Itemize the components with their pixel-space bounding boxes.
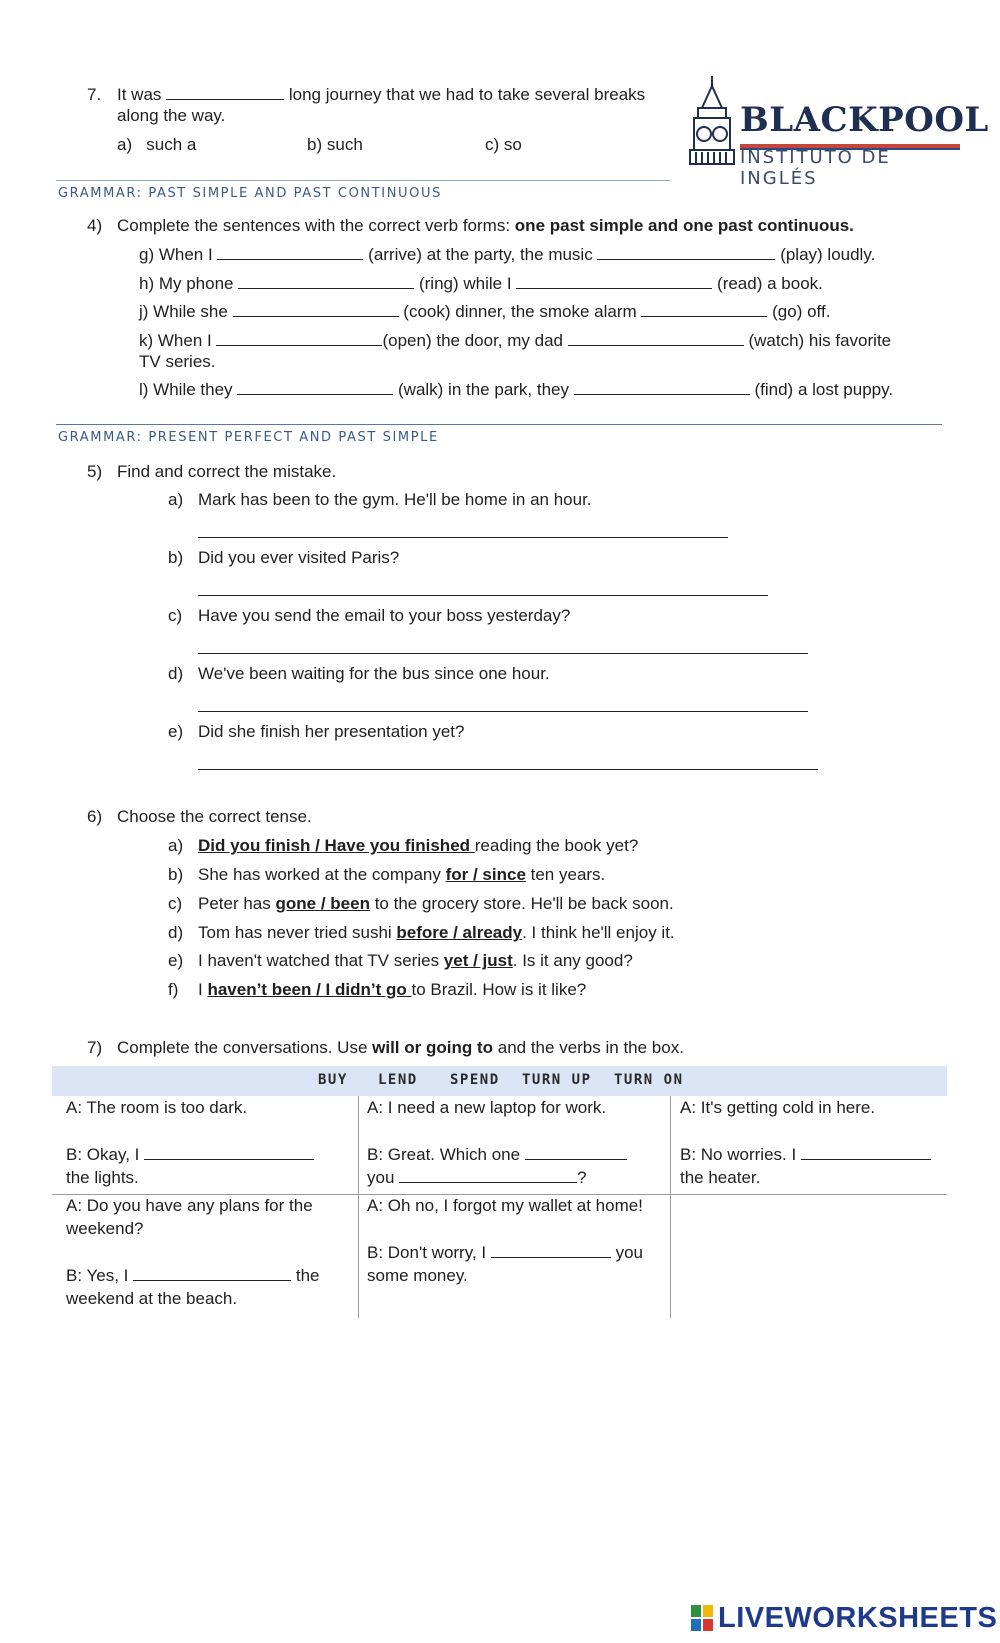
- table-col-divider-1: [358, 1096, 359, 1318]
- q6-number: 6): [87, 807, 103, 826]
- table-col-divider-2: [670, 1096, 671, 1318]
- q5-number: 5): [87, 462, 103, 481]
- blank-input[interactable]: [574, 380, 750, 395]
- q7-top-blank[interactable]: [166, 85, 284, 100]
- item-text: I: [198, 980, 208, 999]
- q4-instruction-bold: one past simple and one past continuous.: [514, 216, 854, 235]
- q5-answer-line-b[interactable]: [198, 595, 768, 596]
- q7-instruction-bold: will or going to: [372, 1038, 494, 1057]
- conversation-line: A: Oh no, I forgot my wallet at home!: [367, 1196, 643, 1215]
- option-label: b): [307, 135, 323, 154]
- conversation-line: [367, 1166, 627, 1189]
- q6-item-b: [198, 865, 605, 885]
- q6-label-c: c): [168, 894, 183, 913]
- blank-input[interactable]: [491, 1243, 611, 1258]
- item-text: Peter has: [198, 894, 276, 913]
- blank-input[interactable]: [516, 274, 712, 289]
- cell-text: B: Great. Which one: [367, 1145, 521, 1164]
- blank-input[interactable]: [801, 1145, 931, 1160]
- choice-option[interactable]: for / since: [445, 865, 526, 884]
- section1-heading: GRAMMAR: PAST SIMPLE AND PAST CONTINUOUS: [58, 186, 442, 201]
- item-text: (find) a lost puppy.: [754, 380, 894, 399]
- blank-input[interactable]: [133, 1266, 291, 1281]
- clock-tower-icon: [684, 74, 740, 170]
- conversation-line: A: It's getting cold in here.: [680, 1098, 876, 1117]
- conversation-line: [66, 1264, 320, 1287]
- choice-option[interactable]: haven’t been / I didn’t go: [207, 980, 412, 999]
- item-text: (arrive) at the party, the music: [368, 245, 593, 264]
- q5-label-b: b): [168, 548, 184, 567]
- item-text: to Brazil. How is it like?: [411, 980, 587, 999]
- cell-text: B: Okay, I: [66, 1145, 140, 1164]
- logo-subtitle: INSTITUTO DE INGLÉS: [740, 147, 891, 189]
- blank-input[interactable]: [399, 1168, 577, 1183]
- q7-number: 7): [87, 1038, 103, 1057]
- cell-text: B: Yes, I: [66, 1266, 129, 1285]
- option-text: such: [326, 135, 363, 154]
- q6-item-e: [198, 951, 633, 971]
- blank-input[interactable]: [568, 331, 744, 346]
- blank-input[interactable]: [641, 302, 767, 317]
- q7-instruction-end: and the verbs in the box.: [497, 1038, 684, 1057]
- q4-item-h: [139, 274, 823, 294]
- blank-input[interactable]: [238, 274, 414, 289]
- blank-input[interactable]: [233, 302, 399, 317]
- item-text: . Is it any good?: [512, 951, 633, 970]
- item-text: (ring) while I: [418, 274, 512, 293]
- conversation-3: [680, 1096, 931, 1189]
- blank-input[interactable]: [144, 1145, 314, 1160]
- conversation-line: weekend?: [66, 1219, 144, 1238]
- q5-answer-line-e[interactable]: [198, 769, 818, 770]
- item-text: to the grocery store. He'll be back soon.: [369, 894, 674, 913]
- section2-heading: GRAMMAR: PRESENT PERFECT AND PAST SIMPLE: [58, 430, 439, 445]
- option-text: so: [503, 135, 522, 154]
- verb-turn-on: TURN ON: [614, 1072, 684, 1088]
- item-text: . I think he'll enjoy it.: [522, 923, 675, 942]
- item-text: She has worked at the company: [198, 865, 446, 884]
- conversation-line: some money.: [367, 1266, 468, 1285]
- q6-label-d: d): [168, 923, 184, 942]
- conversation-5: [367, 1194, 643, 1287]
- cell-text: B: Don't worry, I: [367, 1243, 487, 1262]
- q7-top-line1: [117, 85, 645, 105]
- q7-top-option-c[interactable]: [485, 135, 522, 155]
- q6-item-d: [198, 923, 675, 943]
- q5-label-e: e): [168, 722, 184, 741]
- q7-top-line2: along the way.: [117, 106, 226, 125]
- q6-label-a: a): [168, 836, 184, 855]
- conversation-2: [367, 1096, 627, 1189]
- q4-item-j: [139, 302, 830, 322]
- conversation-line: the heater.: [680, 1168, 761, 1187]
- q7-top-number: 7.: [87, 85, 102, 104]
- q6-instruction: Choose the correct tense.: [117, 807, 312, 826]
- item-text: h) My phone: [139, 274, 234, 293]
- q5-text-b: Did you ever visited Paris?: [198, 548, 400, 567]
- q4-item-k: [139, 331, 891, 351]
- option-text: such a: [146, 135, 197, 154]
- conversation-line: A: The room is too dark.: [66, 1098, 248, 1117]
- liveworksheets-footer[interactable]: [690, 1600, 998, 1636]
- item-text: ten years.: [525, 865, 606, 884]
- q5-answer-line-d[interactable]: [198, 711, 808, 712]
- logo-title: BLACKPOOL: [740, 100, 989, 140]
- liveworksheets-logo-icon: [690, 1604, 716, 1632]
- choice-option[interactable]: Did you finish / Have you finished: [198, 836, 475, 855]
- blank-input[interactable]: [237, 380, 393, 395]
- q4-instruction-text: Complete the sentences with the correct verb forms:: [117, 216, 511, 235]
- q4-instruction: [117, 216, 854, 236]
- q6-label-b: b): [168, 865, 184, 884]
- item-text: (go) off.: [772, 302, 831, 321]
- q6-item-c: [198, 894, 674, 914]
- cell-text: ?: [577, 1168, 587, 1187]
- q4-number: 4): [87, 216, 103, 235]
- q5-instruction: Find and correct the mistake.: [117, 462, 337, 481]
- q5-label-a: a): [168, 490, 184, 509]
- q7-instruction: [117, 1038, 684, 1058]
- q4-item-g: [139, 245, 875, 265]
- q5-answer-line-a[interactable]: [198, 537, 728, 538]
- cell-text: B: No worries. I: [680, 1145, 797, 1164]
- conversation-line: [367, 1143, 627, 1166]
- q7-top-after: long journey that we had to take several breaks: [288, 85, 646, 104]
- verb-turn-up: TURN UP: [522, 1072, 592, 1088]
- item-text: (watch) his favorite: [748, 331, 892, 350]
- q6-label-f: f): [168, 980, 179, 999]
- q7-top-option-b[interactable]: [307, 135, 363, 155]
- item-text: k) When I: [139, 331, 212, 350]
- item-text: (read) a book.: [717, 274, 823, 293]
- item-text: Tom has never tried sushi: [198, 923, 397, 942]
- blackpool-logo: [684, 72, 989, 189]
- divider-2: [56, 424, 942, 425]
- q4-item-l: [139, 380, 893, 400]
- q5-label-c: c): [168, 606, 183, 625]
- blank-input[interactable]: [217, 245, 363, 260]
- verb-lend: LEND: [378, 1072, 418, 1088]
- blank-input[interactable]: [597, 245, 775, 260]
- q7-top-option-a[interactable]: [117, 135, 196, 155]
- blank-input[interactable]: [216, 331, 382, 346]
- item-text: j) While she: [139, 302, 228, 321]
- item-text: reading the book yet?: [474, 836, 639, 855]
- conversation-line: [66, 1143, 314, 1166]
- option-label: c): [485, 135, 500, 154]
- q7-top-before: It was: [117, 85, 162, 104]
- q5-text-d: We've been waiting for the bus since one hour.: [198, 664, 550, 683]
- choice-option[interactable]: before / already: [396, 923, 523, 942]
- item-text: (walk) in the park, they: [398, 380, 570, 399]
- q5-text-c: Have you send the email to your boss yesterday?: [198, 606, 571, 625]
- liveworksheets-brand: LIVEWORKSHEETS: [718, 1602, 998, 1634]
- q6-label-e: e): [168, 951, 184, 970]
- item-text: l) While they: [139, 380, 233, 399]
- cell-text: you: [615, 1243, 644, 1262]
- q4-item-k-cont: TV series.: [139, 352, 216, 371]
- q7-instruction-text: Complete the conversations. Use: [117, 1038, 368, 1057]
- conversation-line: [367, 1241, 643, 1264]
- q5-text-a: Mark has been to the gym. He'll be home in an hour.: [198, 490, 592, 509]
- item-text: I haven't watched that TV series: [198, 951, 444, 970]
- q5-label-d: d): [168, 664, 184, 683]
- verb-buy: BUY: [318, 1072, 348, 1088]
- q6-item-a: [198, 836, 638, 856]
- conversation-line: [680, 1143, 931, 1166]
- choice-option[interactable]: gone / been: [275, 894, 370, 913]
- q5-answer-line-c[interactable]: [198, 653, 808, 654]
- divider-1: [56, 180, 670, 181]
- conversation-1: [66, 1096, 314, 1189]
- cell-text: the: [295, 1266, 320, 1285]
- blank-input[interactable]: [525, 1145, 627, 1160]
- choice-option[interactable]: yet / just: [443, 951, 513, 970]
- item-text: (open) the door, my dad: [382, 331, 563, 350]
- conversation-line: weekend at the beach.: [66, 1289, 238, 1308]
- q6-item-f: [198, 980, 586, 1000]
- item-text: g) When I: [139, 245, 213, 264]
- conversation-line: A: I need a new laptop for work.: [367, 1098, 607, 1117]
- conversation-line: the lights.: [66, 1168, 139, 1187]
- conversation-line: A: Do you have any plans for the: [66, 1196, 313, 1215]
- option-label: a): [117, 135, 133, 154]
- item-text: (cook) dinner, the smoke alarm: [403, 302, 637, 321]
- cell-text: you: [367, 1168, 395, 1187]
- q5-text-e: Did she finish her presentation yet?: [198, 722, 465, 741]
- item-text: (play) loudly.: [780, 245, 876, 264]
- verb-spend: SPEND: [450, 1072, 500, 1088]
- conversation-4: [66, 1194, 320, 1310]
